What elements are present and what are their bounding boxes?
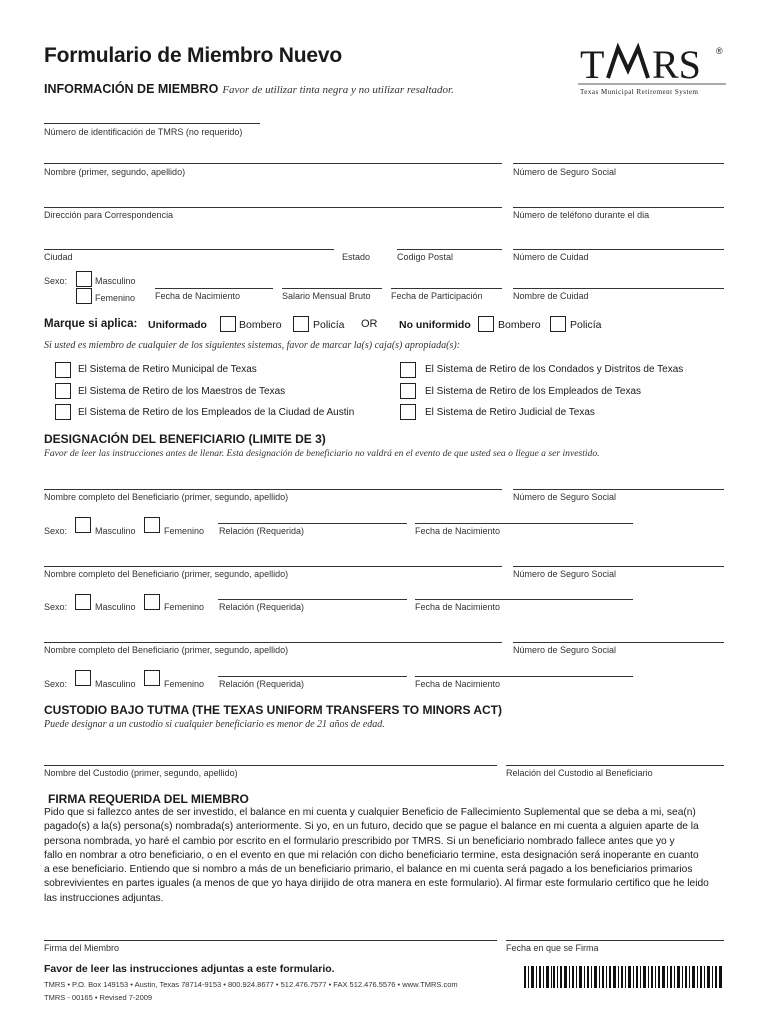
beneficiary-2-male-label: Masculino — [95, 602, 136, 612]
system-checkbox-county[interactable] — [400, 362, 416, 378]
system-label-austin: El Sistema de Retiro de los Empleados de la Ciudad de Austin — [78, 407, 355, 418]
custodian-relation-label: Relación del Custodio al Beneficiario — [506, 768, 653, 778]
custodian-note: Puede designar a un custodio si cualquier beneficiario es menor de 21 años de edad. — [44, 719, 385, 730]
beneficiary-1-male-checkbox[interactable] — [75, 517, 91, 533]
member-info-heading-text: INFORMACIÓN DE MIEMBRO — [44, 82, 219, 96]
system-checkbox-municipal[interactable] — [55, 362, 71, 378]
signature-line-2: pagado(s) a la(s) persona(s) nombrada(s) anteriormente. Si yo, en un futuro, decido que se pague el balance en mi cuenta a alguien aparte de la — [44, 821, 699, 833]
form-title: Formulario de Miembro Nuevo — [44, 44, 342, 67]
barcode — [524, 966, 722, 988]
beneficiary-2-name-label: Nombre completo del Beneficiario (primer, segundo, apellido) — [44, 569, 289, 579]
applicable-label: Marque si aplica: — [44, 318, 138, 330]
system-label-municipal: El Sistema de Retiro Municipal de Texas — [78, 364, 257, 375]
system-checkbox-employees[interactable] — [400, 383, 416, 399]
zip-label: Codigo Postal — [397, 252, 454, 262]
signature-line-1: Pido que si fallezco antes de ser investido, el balance en mi cuenta y cualquier Beneficio de Fallecimiento Suplemental que se deba a mi, sea(n) — [44, 807, 696, 818]
beneficiary-2-relation-label: Relación (Requerida) — [219, 602, 305, 612]
signature-line-6: sobrevivientes en partes iguales (a menos de que yo haya dirijido de otra manera en este formulario). Al firmar este formulario certifico que he leido — [44, 878, 709, 890]
beneficiary-3-female-label: Femenino — [164, 679, 205, 689]
ink-note: Favor de utilizar tinta negra y no utilizar resaltador. — [222, 84, 454, 96]
logo-tagline: Texas Municipal Retirement System — [580, 88, 699, 96]
uniformed-label: Uniformado — [148, 319, 207, 331]
beneficiary-1-female-checkbox[interactable] — [144, 517, 160, 533]
member-signature-label: Firma del Miembro — [44, 943, 120, 953]
signature-heading: FIRMA REQUERIDA DEL MIEMBRO — [48, 792, 249, 806]
police-label-2: Policía — [570, 319, 602, 331]
name-label: Nombre (primer, segundo, apellido) — [44, 167, 186, 177]
beneficiary-2-female-checkbox[interactable] — [144, 594, 160, 610]
beneficiary-note: Favor de leer las instrucciones antes de llenar. Esta designación de beneficiario no valdrá en el evento de que usted sea o llegue a ser investido. — [44, 448, 600, 459]
signature-line-5: a ese beneficiario. Entiendo que si nombro a más de un beneficiario primario, el balance en mi cuenta será pagado a los beneficiarios primarios — [44, 864, 693, 876]
female-checkbox[interactable] — [76, 288, 92, 304]
beneficiary-1-dob-label: Fecha de Nacimiento — [415, 526, 501, 536]
beneficiary-3-ssn-label: Número de Seguro Social — [513, 645, 617, 655]
non-uniformed-firefighter-checkbox[interactable] — [478, 316, 494, 332]
custodian-heading: CUSTODIO BAJO TUTMA (THE TEXAS UNIFORM TRANSFERS TO MINORS ACT) — [44, 703, 502, 717]
signature-line-3: persona nombrada, yo haré el cambio por escrito en el formulario prescribido por TMRS. Si un beneficiario nombrado fallece antes que yo y — [44, 835, 675, 847]
member-info-heading — [44, 82, 454, 96]
beneficiary-3-dob-label: Fecha de Nacimiento — [415, 679, 501, 689]
beneficiary-1-sex-label: Sexo: — [44, 526, 68, 536]
beneficiary-3-relation-label: Relación (Requerida) — [219, 679, 305, 689]
or-label: OR — [361, 318, 378, 330]
firefighter-label: Bombero — [239, 319, 282, 331]
male-checkbox[interactable] — [76, 271, 92, 287]
participation-date-label: Fecha de Participación — [391, 291, 483, 301]
signature-line-7: las instrucciones adjuntas. — [44, 892, 164, 904]
signature-line-4: fallo en nombrar a otro beneficiario, o en el evento en que mi relación con dicho beneficiario termine, esta designación será inoperante en cuanto — [44, 849, 699, 861]
police-label: Policía — [313, 319, 345, 331]
beneficiary-1-female-label: Femenino — [164, 526, 205, 536]
ssn-label: Número de Seguro Social — [513, 167, 617, 177]
female-label: Femenino — [95, 293, 136, 303]
beneficiary-3-name-label: Nombre completo del Beneficiario (primer, segundo, apellido) — [44, 645, 289, 655]
beneficiary-3-male-checkbox[interactable] — [75, 670, 91, 686]
non-uniformed-police-checkbox[interactable] — [550, 316, 566, 332]
system-checkbox-austin[interactable] — [55, 404, 71, 420]
beneficiary-2-ssn-label: Número de Seguro Social — [513, 569, 617, 579]
city-name-label: Nombre de Cuidad — [513, 291, 589, 301]
signature-date-label: Fecha en que se Firma — [506, 943, 599, 953]
tmrs-id-label: Número de identificación de TMRS (no requerido) — [44, 127, 243, 137]
footer-contact: TMRS • P.O. Box 149153 • Austin, Texas 78714-9153 • 800.924.8677 • 512.476.7577 • FAX 512.476.5576 • www.TMRS.com — [44, 980, 458, 989]
signature-paragraph — [44, 806, 734, 906]
male-label: Masculino — [95, 276, 136, 286]
beneficiary-1-male-label: Masculino — [95, 526, 136, 536]
uniformed-firefighter-checkbox[interactable] — [220, 316, 236, 332]
beneficiary-1-relation-label: Relación (Requerida) — [219, 526, 305, 536]
system-label-judicial: El Sistema de Retiro Judicial de Texas — [425, 407, 595, 418]
beneficiary-3-sex-label: Sexo: — [44, 679, 68, 689]
beneficiary-3-male-label: Masculino — [95, 679, 136, 689]
beneficiary-2-sex-label: Sexo: — [44, 602, 68, 612]
custodian-name-label: Nombre del Custodio (primer, segundo, apellido) — [44, 768, 238, 778]
beneficiary-2-dob-label: Fecha de Nacimiento — [415, 602, 501, 612]
dob-label: Fecha de Nacimiento — [155, 291, 241, 301]
footer-revision: TMRS - 00165 • Revised 7-2009 — [44, 993, 153, 1002]
svg-text:RS: RS — [652, 42, 701, 87]
tmrs-logo — [578, 40, 728, 100]
city-number-label: Número de Cuidad — [513, 252, 589, 262]
state-label: Estado — [342, 252, 371, 262]
beneficiary-2-male-checkbox[interactable] — [75, 594, 91, 610]
systems-intro: Si usted es miembro de cualquier de los siguientes sistemas, favor de marcar la(s) caja(s) apropiada(s): — [44, 340, 461, 351]
system-checkbox-teachers[interactable] — [55, 383, 71, 399]
sex-label: Sexo: — [44, 276, 68, 286]
city-label: Ciudad — [44, 252, 73, 262]
system-checkbox-judicial[interactable] — [400, 404, 416, 420]
system-label-employees: El Sistema de Retiro de los Empleados de Texas — [425, 386, 642, 397]
phone-label: Número de teléfono durante el dia — [513, 210, 650, 220]
footer-instructions: Favor de leer las instrucciones adjuntas a este formulario. — [44, 963, 335, 975]
beneficiary-heading: DESIGNACIÓN DEL BENEFICIARIO (LIMITE DE 3) — [44, 432, 326, 446]
system-label-teachers: El Sistema de Retiro de los Maestros de Texas — [78, 386, 286, 397]
firefighter-label-2: Bombero — [498, 319, 541, 331]
beneficiary-3-female-checkbox[interactable] — [144, 670, 160, 686]
beneficiary-1-name-label: Nombre completo del Beneficiario (primer, segundo, apellido) — [44, 492, 289, 502]
non-uniformed-label: No uniformido — [399, 319, 471, 331]
beneficiary-2-female-label: Femenino — [164, 602, 205, 612]
salary-label: Salario Mensual Bruto — [282, 291, 371, 301]
system-label-county: El Sistema de Retiro de los Condados y Distritos de Texas — [425, 364, 684, 375]
registered-mark: ® — [716, 46, 723, 56]
address-label: Dirección para Correspondencia — [44, 210, 174, 220]
uniformed-police-checkbox[interactable] — [293, 316, 309, 332]
beneficiary-1-ssn-label: Número de Seguro Social — [513, 492, 617, 502]
svg-text:T: T — [580, 42, 605, 87]
